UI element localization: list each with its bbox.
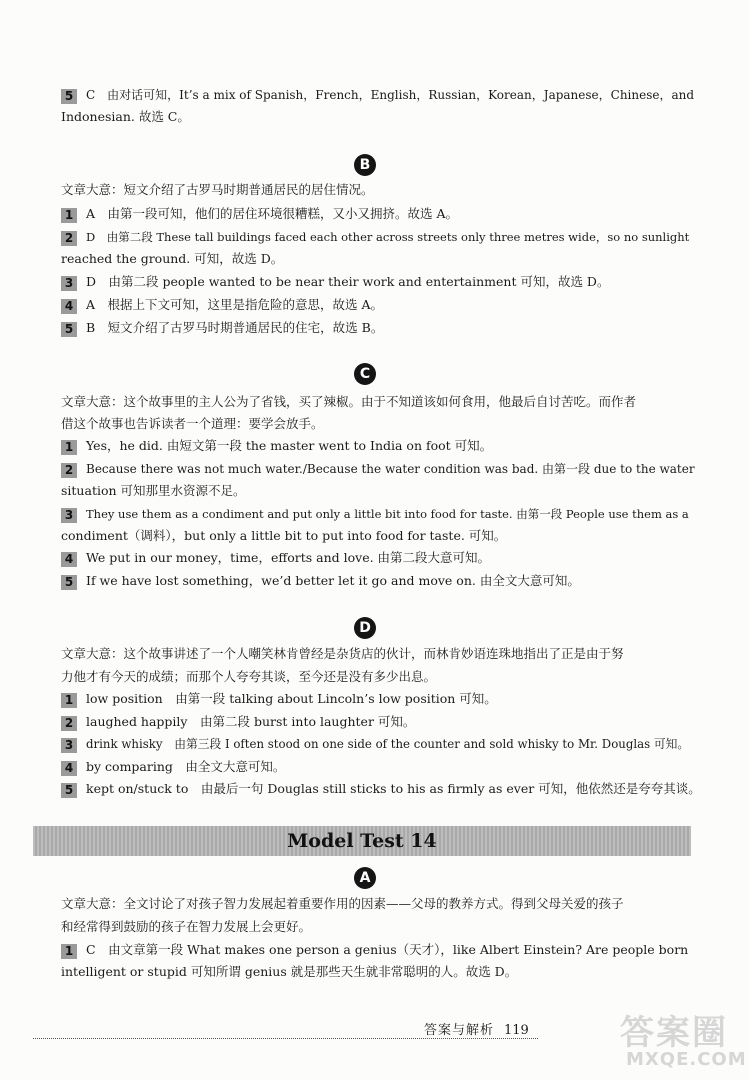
answer-item — [61, 86, 695, 104]
item-number: 4 — [61, 761, 77, 776]
answer-text: If we have lost something，we’d better let it go and move on. 由全文大意可知。 — [86, 573, 580, 588]
item-number: 3 — [61, 508, 77, 523]
answer-item — [61, 460, 695, 478]
answer-text: Because there was not much water./Because the water condition was bad. 由第一段 due to the water — [86, 462, 695, 476]
answer-item — [61, 758, 695, 776]
answer-text: Yes，he did. 由短文第一段 the master went to India on foot 可知。 — [86, 438, 493, 453]
answer-text: intelligent or stupid 可知所谓 genius 就是那些天生就非常聪明的人。故选 D。 — [61, 964, 518, 979]
section-summary-continuation: 借这个故事也告诉读者一个道理：要学会放手。 — [61, 416, 324, 431]
item-number: 2 — [61, 716, 77, 731]
answer-item — [61, 319, 695, 337]
answer-text: We put in our money，time，efforts and love. 由第二段大意可知。 — [86, 550, 491, 565]
answer-text: D 由第二段 people wanted to be near their work and entertainment 可知，故选 D。 — [86, 274, 610, 289]
item-number: 1 — [61, 440, 77, 455]
answer-text: condiment（调料），but only a little bit to put into food for taste. 可知。 — [61, 528, 507, 543]
answer-text: by comparing 由全文大意可知。 — [86, 759, 286, 774]
section-badge-a: A — [354, 867, 376, 889]
item-number: 3 — [61, 738, 77, 753]
answer-text: reached the ground. 可知，故选 D。 — [61, 251, 284, 266]
answer-item — [61, 205, 695, 223]
watermark-logo-text: 答案圈 — [620, 1013, 728, 1053]
answer-item — [61, 780, 701, 798]
answer-item — [61, 713, 695, 731]
section-badge-b: B — [354, 154, 376, 176]
section-summary-continuation: 和经常得到鼓励的孩子在智力发展上会更好。 — [61, 919, 312, 934]
section-summary: 文章大意：短文介绍了古罗马时期普通居民的居住情况。 — [61, 182, 374, 197]
answer-item — [61, 735, 695, 753]
item-number: 5 — [61, 575, 77, 590]
item-number: 2 — [61, 231, 77, 246]
item-number: 5 — [61, 783, 77, 798]
answer-continuation — [61, 482, 695, 500]
item-number: 4 — [61, 299, 77, 314]
answer-item — [61, 228, 695, 246]
item-number: 1 — [61, 944, 77, 959]
item-number: 2 — [61, 463, 77, 478]
answer-continuation — [61, 108, 695, 126]
item-number: 1 — [61, 208, 77, 223]
item-number: 3 — [61, 276, 77, 291]
section-summary: 文章大意：这个故事讲述了一个人嘲笑林肯曾经是杂货店的伙计，而林肯妙语连珠地指出了正是由于努 — [61, 646, 624, 661]
answer-text: D 由第二段 These tall buildings faced each other across streets only three metres wide，so no sunlight — [86, 230, 690, 244]
item-number: 5 — [61, 89, 77, 104]
answer-text: B 短文介绍了古罗马时期普通居民的住宅，故选 B。 — [86, 320, 384, 335]
model-test-title: Model Test 14 — [287, 830, 437, 852]
answer-item — [61, 572, 695, 590]
page-number: 119 — [504, 1023, 529, 1038]
page-footer — [424, 1019, 529, 1038]
answer-item — [61, 296, 695, 314]
answer-text: A 根据上下文可知，这里是指危险的意思，故选 A。 — [86, 297, 384, 312]
answer-item — [61, 690, 695, 708]
answer-item — [61, 273, 695, 291]
answer-text: They use them as a condiment and put only a little bit into food for taste. 由第一段 People use them as a — [86, 507, 689, 521]
item-number: 5 — [61, 322, 77, 337]
section-summary-continuation: 力他才有今天的成绩；而那个人夸夸其谈，至今还是没有多少出息。 — [61, 669, 437, 684]
item-number: 4 — [61, 552, 77, 567]
answer-text: C 由对话可知，It’s a mix of Spanish，French，English，Russian，Korean，Japanese，Chinese，and — [86, 88, 695, 102]
answer-text: C 由文章第一段 What makes one person a genius（天才），like Albert Einstein? Are people born — [86, 942, 689, 957]
footer-divider — [33, 1038, 538, 1039]
answer-text: Indonesian. 故选 C。 — [61, 109, 190, 124]
section-badge-c: C — [354, 363, 376, 385]
section-summary: 文章大意：这个故事里的主人公为了省钱，买了辣椒。由于不知道该如何食用，他最后自讨苦吃。而作者 — [61, 394, 637, 409]
section-badge-d: D — [354, 617, 376, 639]
answer-text: A 由第一段可知，他们的居住环境很糟糕，又小又拥挤。故选 A。 — [86, 206, 459, 221]
footer-label: 答案与解析 — [424, 1023, 495, 1038]
answer-text: low position 由第一段 talking about Lincoln’s low position 可知。 — [86, 691, 497, 706]
model-test-banner — [33, 826, 691, 856]
answer-continuation — [61, 250, 695, 268]
answer-text: laughed happily 由第二段 burst into laughter 可知。 — [86, 714, 416, 729]
watermark-url: MXQE.COM — [626, 1049, 747, 1070]
answer-text: drink whisky 由第三段 I often stood on one side of the counter and sold whisky to Mr. Douglas 可知。 — [86, 737, 690, 751]
answer-item — [61, 437, 695, 455]
section-summary: 文章大意：全文讨论了对孩子智力发展起着重要作用的因素——父母的教养方式。得到父母关爱的孩子 — [61, 896, 624, 911]
answer-item — [61, 549, 695, 567]
answer-continuation — [61, 527, 695, 545]
answer-item — [61, 505, 695, 523]
answer-text: situation 可知那里水资源不足。 — [61, 483, 246, 498]
site-watermark — [620, 1005, 745, 1077]
answer-item — [61, 941, 695, 959]
answer-text: kept on/stuck to 由最后一句 Douglas still sticks to his as firmly as ever 可知，他依然还是夸夸其谈。 — [86, 781, 701, 796]
answer-continuation — [61, 963, 695, 981]
item-number: 1 — [61, 693, 77, 708]
